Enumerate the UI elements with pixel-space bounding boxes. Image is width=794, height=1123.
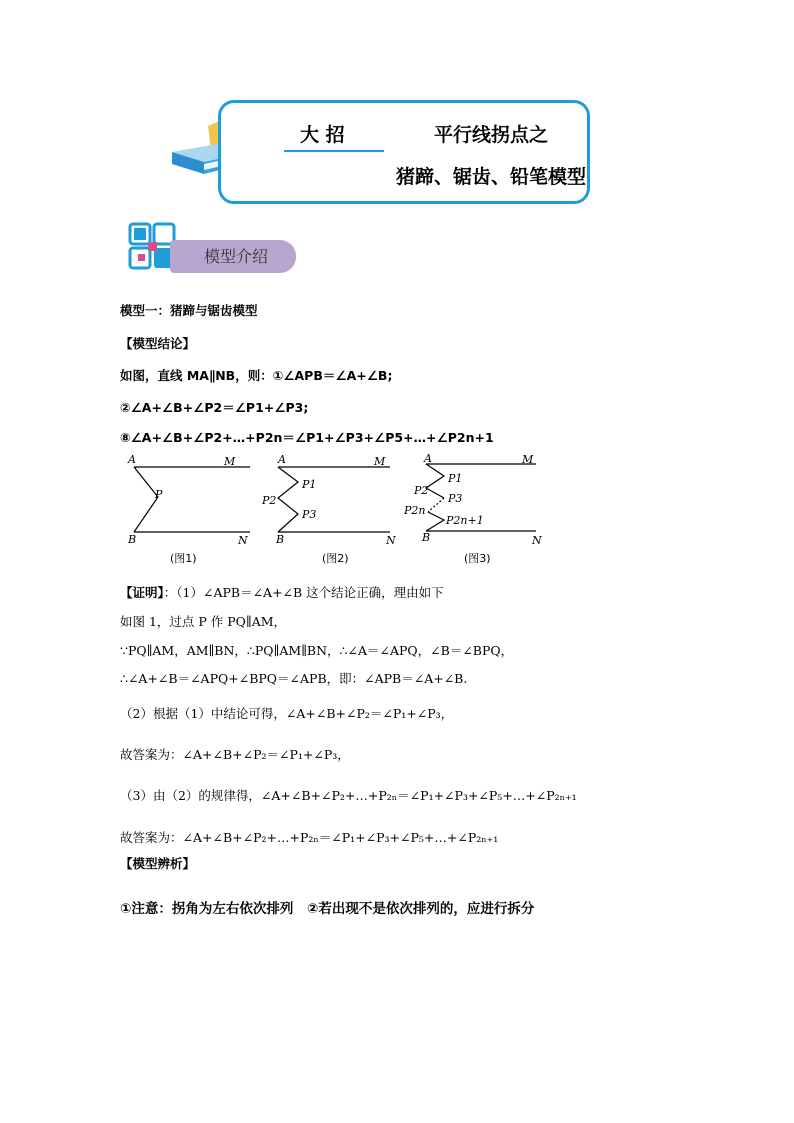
proof-line-2: ∵PQ∥AM，AM∥BN，∴PQ∥AM∥BN，∴∠A＝∠APQ，∠B＝∠BPQ， — [120, 643, 514, 658]
fig3-label-P2n: P2n — [404, 504, 426, 517]
fig2-label-M: M — [374, 455, 386, 468]
fig1-label-A: A — [128, 453, 136, 466]
fig3-label-B: B — [422, 531, 431, 544]
banner-title-line1: 平行线拐点之 — [434, 124, 549, 146]
proof-line-6: （3）由（2）的规律得，∠A+∠B+∠P₂+…+P₂ₙ＝∠P₁+∠P₃+∠P₅+…+∠P₂ₙ₊₁ — [120, 788, 577, 803]
banner-rule — [284, 150, 384, 152]
fig1-label-N: N — [238, 534, 248, 547]
proof-line-7: 故答案为：∠A+∠B+∠P₂+…+P₂ₙ＝∠P₁+∠P₃+∠P₅+…+∠P₂ₙ₊₁ — [120, 830, 499, 845]
fig3-label-P2: P2 — [414, 484, 429, 497]
fig2-label-B: B — [276, 533, 285, 546]
fig3-label-P1: P1 — [448, 472, 463, 485]
fig3-label-P3: P3 — [448, 492, 463, 505]
fig2-label-P3: P3 — [302, 508, 317, 521]
banner-title-line2: 猪蹄、锯齿、铅笔模型 — [396, 166, 587, 188]
fig1-label-B: B — [128, 533, 137, 546]
figure-3 — [404, 452, 544, 570]
model-heading: 模型一：猪蹄与锯齿模型 — [120, 303, 258, 318]
fig2-label-P2: P2 — [262, 494, 277, 507]
proof-line-0 — [120, 583, 444, 601]
fig3-label-M: M — [522, 453, 534, 466]
conclusion-1: 如图，直线 MA∥NB，则：①∠APB＝∠A+∠B; — [120, 368, 393, 383]
conclusion-2: ②∠A+∠B+∠P2＝∠P1+∠P3; — [120, 400, 309, 415]
conclusion-tag: 【模型结论】 — [120, 336, 196, 351]
proof-intro: ：（1）∠APB＝∠A+∠B 这个结论正确，理由如下 — [163, 585, 444, 600]
analysis-tag: 【模型辨析】 — [120, 856, 196, 871]
fig1-caption: (图1) — [170, 552, 197, 565]
section-title: 模型介绍 — [204, 247, 269, 266]
fig1-label-M: M — [224, 455, 236, 468]
fig3-label-P2n1: P2n+1 — [446, 514, 484, 527]
figure-2 — [262, 452, 402, 570]
fig1-label-P: P — [155, 488, 163, 501]
proof-line-5: 故答案为：∠A+∠B+∠P₂＝∠P₁+∠P₃， — [120, 747, 350, 762]
analysis-note: ①注意：拐角为左右依次排列 ②若出现不是依次排列的，应进行拆分 — [120, 901, 535, 917]
proof-line-3: ∴∠A+∠B＝∠APQ+∠BPQ＝∠APB，即：∠APB＝∠A+∠B. — [120, 671, 468, 686]
banner-left-label: 大 招 — [300, 124, 345, 146]
figure-1 — [120, 452, 260, 570]
fig2-label-P1: P1 — [302, 478, 317, 491]
fig3-label-N: N — [532, 534, 542, 547]
proof-tag: 【证明】 — [120, 585, 164, 600]
proof-line-1: 如图 1，过点 P 作 PQ∥AM， — [120, 614, 287, 629]
fig2-label-N: N — [386, 534, 396, 547]
fig3-label-A: A — [424, 452, 432, 465]
fig2-label-A: A — [278, 453, 286, 466]
fig2-caption: (图2) — [322, 552, 349, 565]
fig3-caption: (图3) — [464, 552, 491, 565]
proof-line-4: （2）根据（1）中结论可得，∠A+∠B+∠P₂＝∠P₁+∠P₃， — [120, 706, 454, 721]
conclusion-3: ⑧∠A+∠B+∠P2+…+P2n＝∠P1+∠P3+∠P5+…+∠P2n+1 — [120, 430, 494, 445]
